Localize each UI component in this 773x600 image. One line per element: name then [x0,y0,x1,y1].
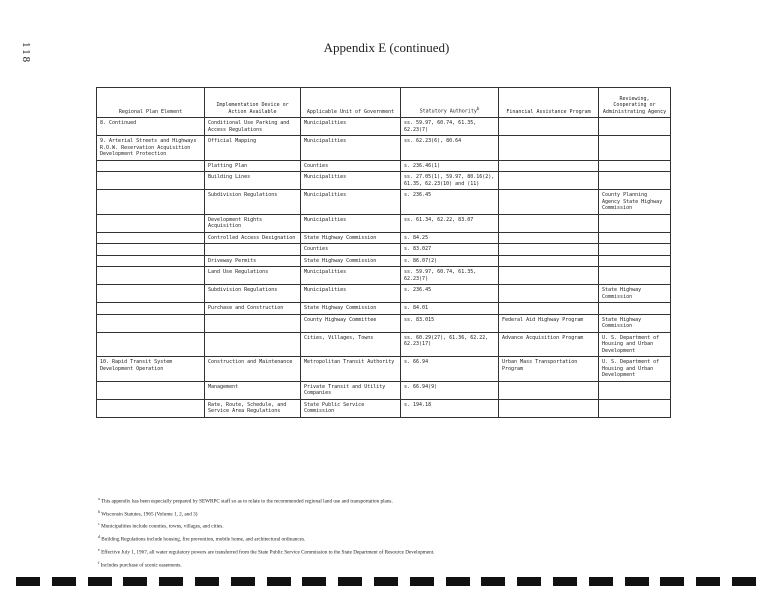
device-cell: Building Lines [205,172,301,190]
authority-cell: ss. 27.05(1), 59.97, 80.16(2), 61.35, 62.23(10) and (11) [401,172,499,190]
authority-cell: s. 236.46(1) [401,160,499,172]
plan-element-cell [97,267,205,285]
financial-cell [499,303,599,315]
marker-bar [88,577,112,586]
device-cell [205,314,301,332]
unit-cell: State Public Service Commission [301,399,401,417]
marker-bar [732,577,756,586]
device-cell [205,332,301,357]
financial-cell [499,285,599,303]
agency-cell [599,136,671,161]
table-row [97,172,671,190]
marker-bar [660,577,684,586]
unit-cell: Cities, Villages, Towns [301,332,401,357]
plan-element-cell: 9. Arterial Streets and Highways R.O.W. Reservation Acquisition Development Protection [97,136,205,161]
financial-cell [499,255,599,267]
header-unit: Applicable Unit of Government [301,88,401,118]
bottom-marker-bars [16,577,756,587]
marker-bar [159,577,183,586]
table-row [97,357,671,382]
marker-bar [517,577,541,586]
plan-element-cell: 8. Continued [97,118,205,136]
agency-cell: State Highway Commission [599,285,671,303]
marker-bar [374,577,398,586]
plan-element-cell [97,332,205,357]
unit-cell: Municipalities [301,172,401,190]
financial-cell [499,232,599,244]
financial-cell [499,244,599,256]
authority-cell: ss. 62.23(6), 80.64 [401,136,499,161]
page-title: Appendix E (continued) [323,40,450,55]
plan-element-cell [97,190,205,215]
authority-cell: s. 84.01 [401,303,499,315]
financial-cell [499,267,599,285]
header-agency: Reviewing, Cooperating or Administrating Agency [599,88,671,118]
unit-cell: State Highway Commission [301,303,401,315]
unit-cell: Counties [301,160,401,172]
financial-cell [499,160,599,172]
table-row [97,214,671,232]
device-cell: Controlled Access Designation [205,232,301,244]
table-row [97,160,671,172]
appendix-table [96,87,671,418]
footnote: $^f$ Includes purchase of scenic easements. [98,559,182,569]
agency-cell [599,399,671,417]
plan-element-cell [97,160,205,172]
unit-cell: Municipalities [301,285,401,303]
page-number: 118 [20,42,32,65]
device-cell [205,244,301,256]
authority-cell: s. 86.07(2) [401,255,499,267]
footnote: $^d$ Building Regulations include housing, fire prevention, mobile home, and architectural ordinances. [98,534,306,543]
financial-cell [499,136,599,161]
plan-element-cell [97,214,205,232]
table-row [97,118,671,136]
table-row [97,244,671,256]
plan-element-cell [97,303,205,315]
footnote: $^c$ Municipalities include counties, towns, villages, and cities. [98,521,224,531]
device-cell: Conditional Use Parking and Access Regulations [205,118,301,136]
financial-cell [499,172,599,190]
agency-cell [599,381,671,399]
agency-cell [599,160,671,172]
unit-cell: Municipalities [301,267,401,285]
agency-cell: U. S. Department of Housing and Urban Development [599,332,671,357]
marker-bar [231,577,255,586]
authority-cell: s. 84.25 [401,232,499,244]
table-row [97,255,671,267]
plan-element-cell [97,232,205,244]
plan-element-cell [97,244,205,256]
plan-element-cell [97,399,205,417]
device-cell: Development Rights Acquisition [205,214,301,232]
financial-cell [499,190,599,215]
table-row [97,381,671,399]
device-cell: Rate, Route, Schedule, and Service Area Regulations [205,399,301,417]
agency-cell: County Planning Agency State Highway Commission [599,190,671,215]
marker-bar [195,577,219,586]
plan-element-cell [97,314,205,332]
marker-bar [696,577,720,586]
authority-cell: s. 194.18 [401,399,499,417]
financial-cell [499,118,599,136]
unit-cell: Municipalities [301,118,401,136]
unit-cell: Counties [301,244,401,256]
marker-bar [481,577,505,586]
device-cell: Subdivision Regulations [205,285,301,303]
marker-bar [410,577,434,586]
marker-bar [446,577,470,586]
agency-cell [599,232,671,244]
marker-bar [16,577,40,586]
agency-cell [599,255,671,267]
unit-cell: Municipalities [301,190,401,215]
marker-bar [302,577,326,586]
device-cell: Management [205,381,301,399]
financial-cell: Urban Mass Transportation Program [499,357,599,382]
authority-cell: ss. 59.97, 60.74, 61.35, 62.23(7) [401,118,499,136]
table-row [97,190,671,215]
unit-cell: Municipalities [301,136,401,161]
marker-bar [52,577,76,586]
unit-cell: Metropolitan Transit Authority [301,357,401,382]
table-row [97,285,671,303]
agency-cell [599,118,671,136]
marker-bar [589,577,613,586]
agency-cell [599,267,671,285]
device-cell: Construction and Maintenance [205,357,301,382]
authority-cell: ss. 61.34, 62.22, 83.07 [401,214,499,232]
authority-cell: s. 236.45 [401,190,499,215]
plan-element-cell [97,255,205,267]
agency-cell [599,214,671,232]
device-cell: Official Mapping [205,136,301,161]
table-row [97,232,671,244]
marker-bar [625,577,649,586]
authority-cell: s. 236.45 [401,285,499,303]
authority-cell: ss. 59.97, 60.74, 61.35, 62.23(7) [401,267,499,285]
table-row [97,303,671,315]
footnotes [98,494,434,570]
unit-cell: Municipalities [301,214,401,232]
unit-cell: Private Transit and Utility Companies [301,381,401,399]
header-device: Implementation Device or Action Available [205,88,301,118]
authority-cell: s. 66.94 [401,357,499,382]
device-cell: Subdivision Regulations [205,190,301,215]
agency-cell [599,244,671,256]
plan-element-cell: 10. Rapid Transit System Development Operation [97,357,205,382]
authority-cell: s. 83.027 [401,244,499,256]
financial-cell [499,214,599,232]
plan-element-cell [97,172,205,190]
footnote: $^b$ Wisconsin Statutes, 1965 (Volume 1, 2, and 3) [98,508,198,518]
marker-bar [267,577,291,586]
financial-cell [499,399,599,417]
plan-element-cell [97,285,205,303]
device-cell: Land Use Regulations [205,267,301,285]
header-authority: Statutory Authority$^b$ [401,88,499,118]
agency-cell: U. S. Department of Housing and Urban Development [599,357,671,382]
table-row [97,332,671,357]
agency-cell [599,303,671,315]
table-row [97,399,671,417]
financial-cell: Federal Aid Highway Program [499,314,599,332]
marker-bar [123,577,147,586]
device-cell: Driveway Permits [205,255,301,267]
unit-cell: State Highway Commission [301,232,401,244]
footnote: $^a$ This appendix has been especially prepared by SEWRPC staff so as to relate to the recommended regional land use and transportation plans. [98,496,393,505]
table-row [97,314,671,332]
marker-bar [338,577,362,586]
authority-cell: ss. 83.015 [401,314,499,332]
header-financial: Financial Assistance Program [499,88,599,118]
table-row [97,267,671,285]
financial-cell: Advance Acquisition Program [499,332,599,357]
unit-cell: County Highway Committee [301,314,401,332]
financial-cell [499,381,599,399]
agency-cell [599,172,671,190]
unit-cell: State Highway Commission [301,255,401,267]
agency-cell: State Highway Commission [599,314,671,332]
authority-cell: ss. 60.29(27), 61.36, 62.22, 62.23(17) [401,332,499,357]
footnote: $^e$ Effective July 1, 1967, all water regulatory powers are transferred from the State Public Service Commission to the State Department of Resource Development. [98,546,435,556]
header-element: Regional Plan Element [97,88,205,118]
table-row [97,136,671,161]
plan-element-cell [97,381,205,399]
authority-cell: s. 66.94(9) [401,381,499,399]
device-cell: Platting Plan [205,160,301,172]
marker-bar [553,577,577,586]
device-cell: Purchase and Construction [205,303,301,315]
